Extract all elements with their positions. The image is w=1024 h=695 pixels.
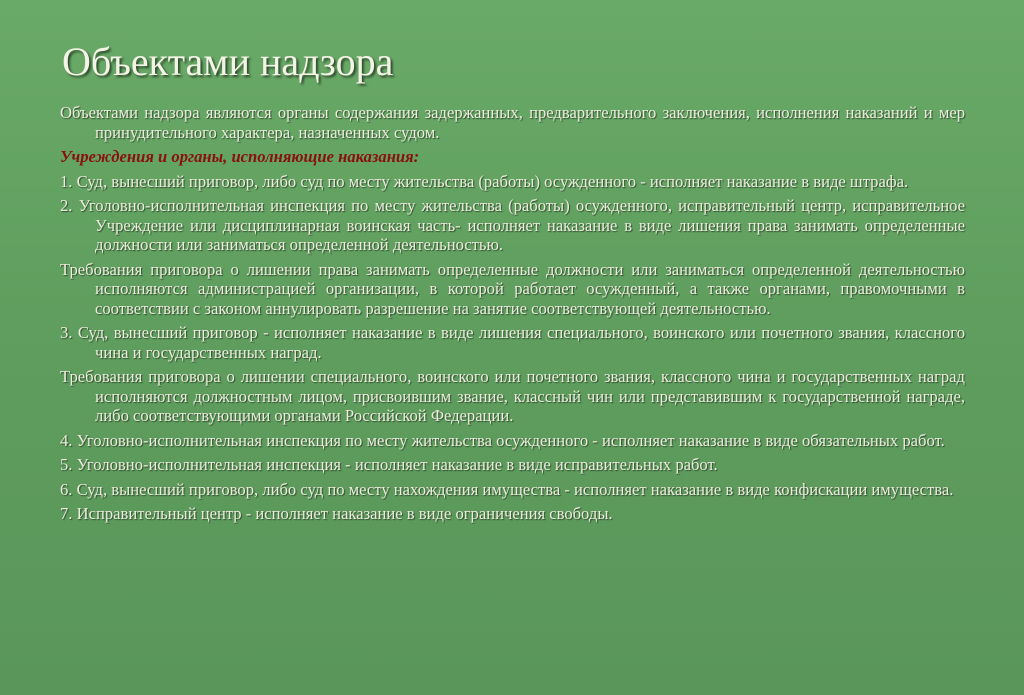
subheading: Учреждения и органы, исполняющие наказания: <box>60 147 420 166</box>
slide-title: Объектами надзора <box>62 39 394 84</box>
paragraph-6: 6. Суд, вынесший приговор, либо суд по месту нахождения имущества - исполняет наказание в виде конфискации имущества. <box>60 479 954 499</box>
slide-body <box>60 103 965 529</box>
paragraph-3: 3. Суд, вынесший приговор - исполняет наказание в виде лишения специального, воинского или почетного звания, классного чина и государственных наград. <box>60 323 965 362</box>
paragraph-7: 7. Исправительный центр - исполняет наказание в виде ограничения свободы. <box>60 504 613 523</box>
paragraph-1: 1. Суд, вынесший приговор, либо суд по месту жительства (работы) осужденного - исполняет наказание в виде штрафа. <box>60 171 909 191</box>
paragraph-2: 2. Уголовно-исполнительная инспекция по месту жительства (работы) осужденного, исправительный центр, исправительное Учреждение или дисциплинарная воинская часть- исполняет наказание в виде лишения права занимать определенные должности или заниматься определенной деятельностью. <box>60 196 965 254</box>
intro-paragraph: Объектами надзора являются органы содержания задержанных, предварительного заключения, исполнения наказаний и мер принудительного характера, назначенных судом. <box>60 103 965 142</box>
paragraph-2-note: Требования приговора о лишении права занимать определенные должности или заниматься определенной деятельностью исполняются администрацией организации, в которой работает осужденный, а также органами, правомочными в соответствии с законом аннулировать разрешение на занятие соответствующей деятельностью. <box>60 259 965 318</box>
paragraph-3-note: Требования приговора о лишении специального, воинского или почетного звания, классного чина и государственных наград исполняются должностным лицом, присвоившим звание, классный чин или представившим к государственной награде, либо соответствующими органами Российской Федерации. <box>60 367 965 425</box>
paragraph-4: 4. Уголовно-исполнительная инспекция по месту жительства осужденного - исполняет наказание в виде обязательных работ. <box>60 430 945 450</box>
paragraph-5: 5. Уголовно-исполнительная инспекция - исполняет наказание в виде исправительных работ. <box>60 455 718 474</box>
